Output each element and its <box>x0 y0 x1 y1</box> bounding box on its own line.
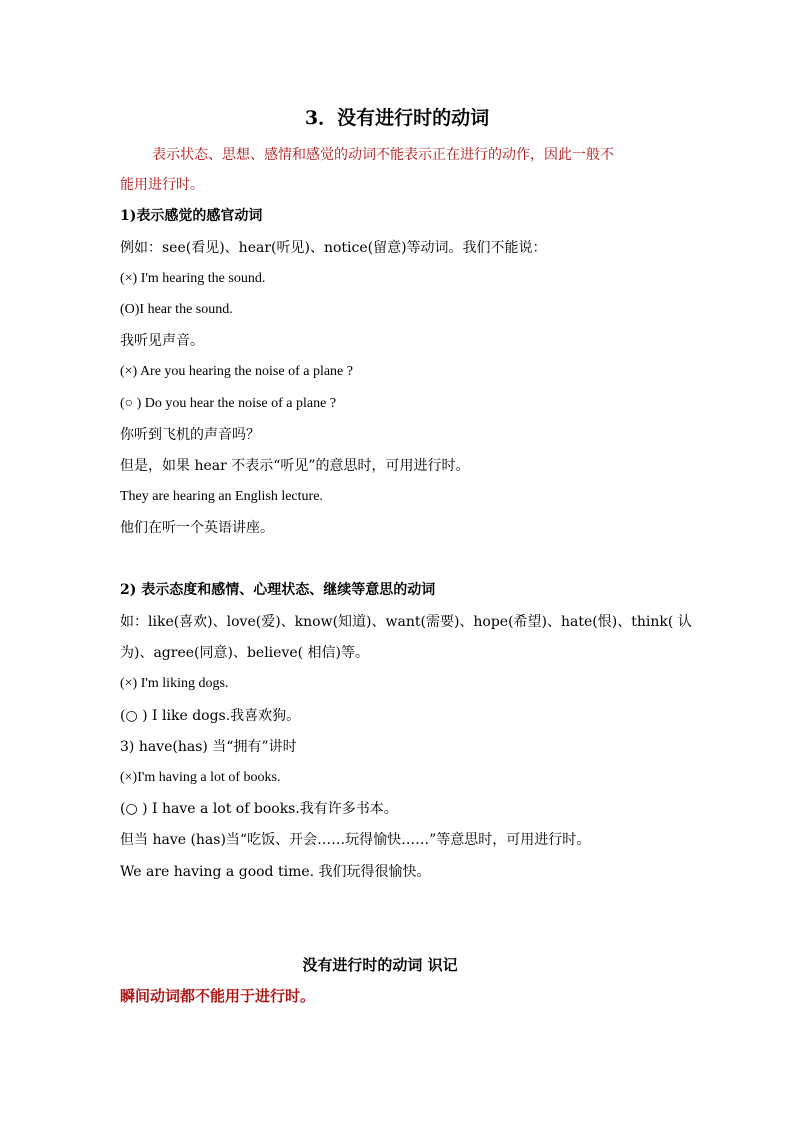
section2-line: 如：like(喜欢)、love(爱)、know(知道)、want(需要)、hope(希望)、hate(恨)、think( 认 <box>120 614 692 630</box>
section1-line: 但是，如果 hear 不表示“听见”的意思时，可用进行时。 <box>120 458 470 474</box>
section1-line: (×) I'm hearing the sound. <box>120 271 266 286</box>
section1-heading: 1)表示感觉的感官动词 <box>120 208 263 224</box>
section2-line: 为)、agree(同意)、believe( 相信)等。 <box>120 645 370 661</box>
section1-line: (○ ) Do you hear the noise of a plane ? <box>120 396 337 411</box>
section2-line: We are having a good time. 我们玩得很愉快。 <box>120 864 431 880</box>
section2-heading: 2) 表示态度和感情、心理状态、继续等意思的动词 <box>120 582 436 598</box>
section2-line: (○ ) I like dogs.我喜欢狗。 <box>120 708 301 724</box>
intro-line-1: 表示状态、思想、感情和感觉的动词不能表示正在进行的动作，因此一般不 <box>152 147 614 163</box>
section2-line: (○ ) I have a lot of books.我有许多书本。 <box>120 801 398 817</box>
section2-line: 但当 have (has)当“吃饭、开会……玩得愉快……”等意思时，可用进行时。 <box>120 832 591 848</box>
section2-line: (×)I'm having a lot of books. <box>120 770 281 785</box>
section1-line: 你听到飞机的声音吗？ <box>120 427 260 443</box>
page-title: 3．没有进行时的动词 <box>304 107 490 129</box>
section1-line: They are hearing an English lecture. <box>120 489 323 504</box>
section1-line: (×) Are you hearing the noise of a plane ? <box>120 364 353 379</box>
section1-line: (O)I hear the sound. <box>120 302 233 317</box>
intro-line-2: 能用进行时。 <box>120 177 204 193</box>
section1-line: 我听见声音。 <box>120 333 204 349</box>
section2-line: 3) have(has) 当“拥有”讲时 <box>120 739 297 755</box>
section-subtitle: 没有进行时的动词 识记 <box>302 956 458 974</box>
section1-line: 他们在听一个英语讲座。 <box>120 520 274 536</box>
footer-note: 瞬间动词都不能用于进行时。 <box>120 987 316 1005</box>
section2-line: (×) I'm liking dogs. <box>120 676 229 691</box>
section1-line: 例如：see(看见)、hear(听见)、notice(留意)等动词。我们不能说： <box>120 240 547 256</box>
